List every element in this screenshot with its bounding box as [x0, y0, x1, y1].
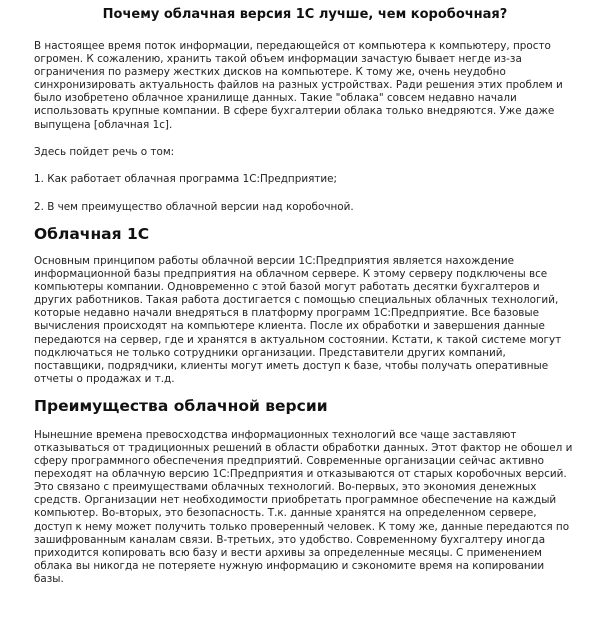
list-item: 2. В чем преимущество облачной версии над коробочной. [34, 200, 354, 213]
section-body-advantages: Нынешние времена превосходства информационных технологий все чаще заставляют отказываться от традиционных решений в области обработки данных. Этот фактор не обошел и сферу программного обеспечения предприятий. Современные организации сейчас активно переходят на облачную версию 1С:Предприятия и отказываются от старых коробочных версий. Это связано с преимуществами облачных технологий. Во-первых, это экономия денежных средств. Организации нет необходимости приобретать программное обеспечение на каждый компьютер. Во-вторых, это безопасность. Т.к. данные хранятся на определенном сервере, доступ к нему может получить только проверенный человек. К тому же, данные передаются по зашифрованным каналам связи. В-третьих, это удобство. Современному бухгалтеру иногда приходится копировать всю базу и вести архивы за определенные месяцы. С применением облака вы никогда не потеряете нужную информацию и сэкономите время на копировании базы. [34, 428, 573, 585]
list-item: 1. Как работает облачная программа 1С:Предприятие; [34, 172, 338, 185]
section-heading-advantages: Преимущества облачной версии [34, 396, 328, 415]
intro-paragraph: В настоящее время поток информации, передающейся от компьютера к компьютеру, просто огромен. К сожалению, хранить такой объем информации зачастую бывает негде из-за ограничения по размеру жестких дисков на компьютере. К тому же, очень неудобно синхронизировать актуальность файлов на разных устройствах. Ради решения этих проблем и было изобретено облачное хранилище данных. Такие "облака" совсем недавно начали использовать крупные компании. В сфере бухгалтерии облака только внедряются. Уже даже выпущена [облачная 1с]. [34, 40, 563, 131]
page-title: Почему облачная версия 1С лучше, чем коробочная? [102, 7, 508, 22]
section-body-cloud-1c: Основным принципом работы облачной версии 1С:Предприятия является нахождение информационной базы предприятия на облачном сервере. К этому серверу подключены все компьютеры компании. Одновременно с этой базой могут работать десятки бухгалтеров и других работников. Такая работа достигается с помощью специальных облачных технологий, которые недавно начали внедряться в платформу программ 1С:Предприятие. Все базовые вычисления происходят на компьютере клиента. После их обработки и завершения данные передаются на сервер, где и хранятся в актуальном состоянии. Кстати, к такой системе могут подключаться не только сотрудники организации. Представители других компаний, поставщики, подрядчики, клиенты могут иметь доступ к базе, чтобы получать оперативные отчеты о продажах и т.д. [34, 254, 562, 385]
list-lead-text: Здесь пойдет речь о том: [34, 145, 175, 158]
section-heading-cloud-1c: Облачная 1С [34, 224, 150, 243]
